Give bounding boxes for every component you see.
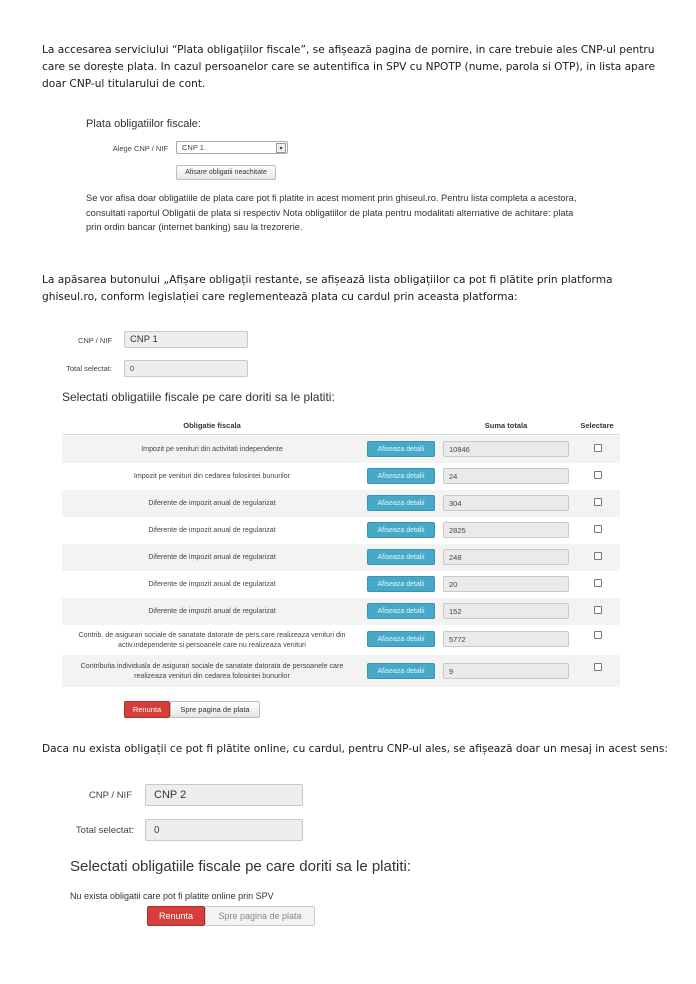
show-details-button[interactable]: Afiseaza detalii — [367, 522, 435, 538]
header-obligation: Obligatie fiscala — [183, 421, 241, 430]
show-details-button[interactable]: Afiseaza detalii — [367, 631, 435, 647]
intro-line: doar CNP-ul titularului de cont. — [42, 78, 206, 90]
paragraph-2 — [42, 272, 662, 306]
obligation-name: Impozit pe venituri din activitati independente — [141, 445, 283, 454]
amount-field: 20 — [443, 576, 569, 592]
intro-line: La accesarea serviciului “Plata obligațiilor fiscale”, se afișează pagina de pornire, in care trebuie ales CNP-ul pentru — [42, 44, 655, 56]
obligation-name: Diferente de impozit anual de regularizat — [148, 580, 276, 589]
select-checkbox[interactable] — [594, 444, 602, 452]
obligation-name: Diferente de impozit anual de regularizat — [148, 607, 276, 616]
show-details-button[interactable]: Afiseaza detalii — [367, 441, 435, 457]
select-checkbox[interactable] — [594, 631, 602, 639]
total-selected-field: 0 — [145, 819, 303, 841]
cnp-field: CNP 2 — [145, 784, 303, 806]
amount-field: 304 — [443, 495, 569, 511]
total-selected-label: Total selectat: — [66, 364, 112, 373]
intro-paragraph — [42, 42, 662, 93]
table-row — [62, 436, 620, 463]
select-checkbox[interactable] — [594, 471, 602, 479]
obligation-name: Diferente de impozit anual de regularizat — [148, 526, 276, 535]
show-details-button[interactable]: Afiseaza detalii — [367, 603, 435, 619]
table-row — [62, 490, 620, 517]
table-row — [62, 463, 620, 490]
show-details-button[interactable]: Afiseaza detalii — [367, 468, 435, 484]
select-checkbox[interactable] — [594, 663, 602, 671]
panel1-note — [86, 191, 656, 235]
select-checkbox[interactable] — [594, 552, 602, 560]
chevron-down-icon: ▾ — [276, 143, 286, 153]
show-details-button[interactable]: Afiseaza detalii — [367, 549, 435, 565]
header-divider — [62, 434, 620, 435]
table-row — [62, 517, 620, 544]
no-obligations-message: Nu exista obligatii care pot fi platite online prin SPV — [70, 891, 274, 901]
show-details-button[interactable]: Afiseaza detalii — [367, 663, 435, 679]
table-row — [62, 655, 620, 687]
total-selected-label: Total selectat: — [75, 825, 134, 836]
select-checkbox[interactable] — [594, 579, 602, 587]
paragraph-2-line: La apăsarea butonului „Afișare obligații restante, se afișează lista obligațiilor ca pot fi plătite prin platforma — [42, 274, 613, 286]
cnp-select-value: CNP 1 — [182, 143, 204, 152]
amount-field: 10846 — [443, 441, 569, 457]
obligation-name: Diferente de impozit anual de regularizat — [148, 499, 276, 508]
cnp-label: CNP / NIF — [77, 336, 112, 345]
cnp-select[interactable] — [176, 141, 288, 154]
amount-field: 248 — [443, 549, 569, 565]
show-unpaid-button[interactable]: Afisare obligatii neachitate — [176, 165, 276, 180]
show-details-button[interactable]: Afiseaza detalii — [367, 576, 435, 592]
cancel-button[interactable]: Renunta — [124, 701, 170, 718]
panel2-heading: Selectati obligatiile fiscale pe care doriti sa le platiti: — [62, 390, 335, 404]
select-checkbox[interactable] — [594, 498, 602, 506]
select-cnp-label: Alege CNP / NIF — [112, 144, 168, 153]
go-to-payment-button[interactable]: Spre pagina de plata — [170, 701, 260, 718]
cnp-field: CNP 1 — [124, 331, 248, 348]
obligation-name: Contributia individuala de asigurari sociale de sanatate datorata de persoanele care realizeaza venituri din cedarea folosintei bunurilor — [80, 662, 344, 680]
table-row — [62, 625, 620, 654]
select-checkbox[interactable] — [594, 525, 602, 533]
panel3-heading: Selectati obligatiile fiscale pe care doriti sa le platiti: — [70, 858, 412, 875]
paragraph-3: Daca nu exista obligații ce pot fi plătite online, cu cardul, pentru CNP-ul ales, se afișează doar un mesaj in acest sens: — [42, 743, 668, 755]
panel1-title: Plata obligatiilor fiscale: — [86, 118, 201, 130]
amount-field: 5772 — [443, 631, 569, 647]
header-amount: Suma totala — [484, 421, 528, 430]
note-line: consultati raportul Obligatii de plata si respectiv Nota obligatiilor de plata pentru modalitati alternative de achitare: plata — [86, 207, 574, 218]
amount-field: 152 — [443, 603, 569, 619]
obligation-name: Diferente de impozit anual de regularizat — [148, 553, 276, 562]
table-row — [62, 598, 620, 625]
go-to-payment-button[interactable]: Spre pagina de plata — [205, 906, 315, 926]
header-select: Selectare — [580, 421, 614, 430]
intro-line: care se dorește plata. In cazul persoanelor care se autentifica in SPV cu NPOTP (nume, parola si OTP), in lista apare — [42, 61, 656, 73]
obligation-name: Contrib. de asigurari sociale de sanatate datorate de pers.care realizeaza venituri din activ.independente si persoanele care nu realizeaza venituri — [78, 630, 346, 649]
note-line: prin ordin bancar (internet banking) sau la trezorerie. — [86, 222, 303, 232]
obligation-name: Impozit pe venituri din cedarea folosintei bunurilor — [133, 472, 291, 481]
note-line: Se vor afisa doar obligatiile de plata care pot fi platite in acest moment prin ghiseul.ro. Pentru lista completa a acestora, — [86, 193, 577, 203]
table-row — [62, 544, 620, 571]
amount-field: 2825 — [443, 522, 569, 538]
amount-field: 24 — [443, 468, 569, 484]
table-row — [62, 571, 620, 598]
select-checkbox[interactable] — [594, 606, 602, 614]
show-details-button[interactable]: Afiseaza detalii — [367, 495, 435, 511]
total-selected-field: 0 — [124, 360, 248, 377]
amount-field: 9 — [443, 663, 569, 679]
cancel-button[interactable]: Renunta — [147, 906, 205, 926]
paragraph-2-line: ghiseul.ro, conform legislației care reglementează plata cu cardul prin aceasta platforma: — [42, 291, 518, 303]
cnp-label: CNP / NIF — [88, 790, 132, 801]
